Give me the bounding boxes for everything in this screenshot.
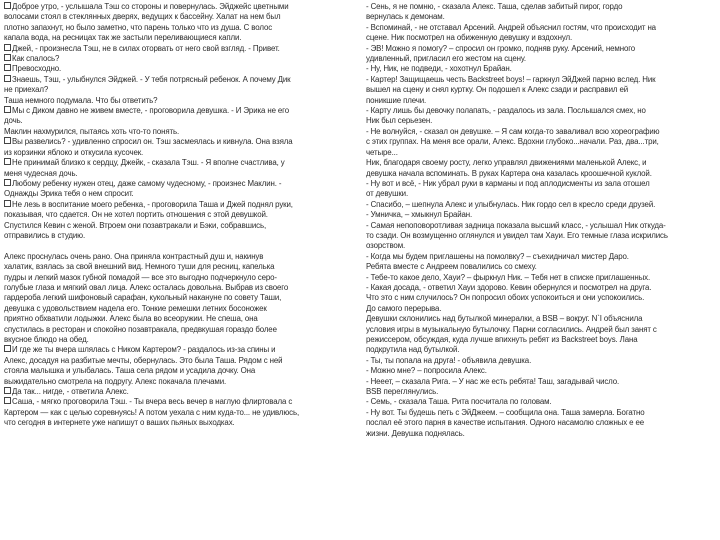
text-line-content: сцене. Ник посмотрел на обиженную девушку и вздохнул. bbox=[366, 33, 573, 43]
text-line-content: Саша, - мягко проговорила Тэш. - Ты вчера весь вечер в наглую флиртовала с bbox=[12, 397, 293, 407]
text-line bbox=[4, 283, 356, 293]
text-line-content: - Картер! Защищаешь честь Backstreet boys! – гаркнул ЭйДжей парню вслед. Ник bbox=[366, 74, 656, 84]
missing-glyph-box-icon bbox=[4, 75, 11, 82]
text-line bbox=[4, 179, 356, 189]
text-line-content: Джей, - произнесла Тэш, не в силах оторвать от него свой взгляд. - Привет. bbox=[12, 43, 280, 53]
text-line-content: - Тебе-то какое дело, Хауи? – фыркнул Ник. – Тебя нет в списке приглашенных. bbox=[366, 272, 651, 282]
text-line bbox=[366, 210, 718, 220]
text-line bbox=[366, 273, 718, 283]
text-line bbox=[4, 325, 356, 335]
text-line-content: Как спалось? bbox=[12, 54, 60, 64]
text-line bbox=[366, 366, 718, 376]
text-line-content: плотно запахнут, но было заметно, что парень только что из душа. С волос bbox=[4, 22, 273, 32]
text-line-content: поникшие плечи. bbox=[366, 95, 427, 105]
text-line bbox=[4, 377, 356, 387]
text-line bbox=[4, 158, 356, 168]
text-line bbox=[366, 96, 718, 106]
text-line bbox=[4, 75, 356, 85]
text-line-content: отправились в студию. bbox=[4, 230, 86, 240]
text-line-content: Таша немного подумала. Что бы ответить? bbox=[4, 95, 158, 105]
text-line bbox=[366, 44, 718, 54]
text-line bbox=[366, 304, 718, 314]
text-line-content: Превосходно. bbox=[12, 64, 62, 74]
text-line-content: условия игры в музыкальную бутылочку. Парни согласились. Андрей был занят с bbox=[366, 324, 657, 334]
text-line bbox=[366, 377, 718, 387]
text-line bbox=[366, 106, 718, 116]
left-text-column bbox=[4, 2, 356, 429]
text-line-content: показывая, что сдается. Он не хотел портить отношения с этой девушкой. bbox=[4, 210, 268, 220]
text-line bbox=[4, 148, 356, 158]
text-line bbox=[366, 408, 718, 418]
text-line bbox=[366, 200, 718, 210]
text-line bbox=[4, 418, 356, 428]
text-line-content: - Не волнуйся, - сказал он девушке. – Я сам когда-то заваливал всю хореографию bbox=[366, 126, 660, 136]
text-line-content: режиссером, обсуждая, куда лучше впихнуть ребят из Backstreet boys. Лана bbox=[366, 335, 638, 344]
missing-glyph-box-icon bbox=[4, 106, 11, 113]
text-line-content: стояла малышка и улыбалась. Таша села рядом и усадила дочку. Она bbox=[4, 366, 256, 376]
text-line bbox=[4, 335, 356, 345]
text-line-content: Да так... нигде, - ответила Алекс. bbox=[12, 387, 129, 397]
text-line-content: Спустился Кевин с женой. Втроем они позавтракали и Бэки, собравшись, bbox=[4, 220, 267, 230]
text-line bbox=[366, 169, 718, 179]
text-line-content: послал её этого парня в качестве испытания. Одного насамолю сложных е ее bbox=[366, 418, 645, 428]
text-line bbox=[366, 179, 718, 189]
text-line bbox=[4, 85, 356, 95]
text-line-content: меня чудесная дочь. bbox=[4, 168, 78, 178]
text-line bbox=[4, 2, 356, 12]
text-line bbox=[4, 273, 356, 283]
text-line-content: - Вспоминай, - не отставал Арсений. Андрей объяснил гостям, что происходит на bbox=[366, 22, 656, 32]
text-line bbox=[4, 345, 356, 355]
text-line-content: волосами стоял в стеклянных дверях, ведущих к бассейну. Халат на нем был bbox=[4, 12, 281, 22]
text-line-content: вышел на сцену и снял куртку. Он подошел к Алекс сзади и расправил ей bbox=[366, 85, 629, 95]
text-line-content: капала вода, на ресницах так же застыли переливающиеся капли. bbox=[4, 33, 242, 43]
text-line-content: от девушки. bbox=[366, 189, 409, 199]
text-line-content: голубые глаза и мягкий овал лица. Алекс осталась довольна. Выбрав из своего bbox=[4, 282, 289, 292]
text-line bbox=[366, 221, 718, 231]
text-line-content: - Нееет, – сказала Рига. – У нас же есть ребята! Таш, загадывай число. bbox=[366, 376, 620, 386]
text-line bbox=[4, 252, 356, 262]
text-line bbox=[366, 418, 718, 428]
text-line bbox=[366, 283, 718, 293]
text-line-content: Доброе утро, - услышала Тэш со стороны и повернулась. Эйджейс цветными bbox=[12, 2, 289, 11]
text-line bbox=[366, 137, 718, 147]
text-line-content: жизни. Девушка поднялась. bbox=[366, 428, 465, 438]
text-line-content: - Ты, ты попала на друга! - объявила девушка. bbox=[366, 355, 532, 365]
missing-glyph-box-icon bbox=[4, 2, 11, 9]
text-line bbox=[4, 12, 356, 22]
text-line bbox=[366, 345, 718, 355]
text-line-content: Что это с ним случилось? Он попросил обоих успокоиться и они успокоились. bbox=[366, 293, 645, 303]
text-line bbox=[366, 293, 718, 303]
missing-glyph-box-icon bbox=[4, 345, 11, 352]
text-line-content: Вы развелись? - удивленно спросил он. Тэш засмеялась и кивнула. Она взяла bbox=[12, 137, 293, 147]
text-line bbox=[4, 221, 356, 231]
text-line bbox=[366, 116, 718, 126]
text-line-content: вернулась к демонам. bbox=[366, 12, 445, 22]
paragraph-gap bbox=[4, 241, 356, 251]
text-line bbox=[366, 85, 718, 95]
text-line-content: - Самая непоповоротливая задница показала высший класс, - услышал Ник откуда- bbox=[366, 220, 666, 230]
text-line bbox=[366, 189, 718, 199]
text-line-content: выжидательно смотрела на подругу. Алекс покачала плечами. bbox=[4, 376, 227, 386]
text-line bbox=[4, 54, 356, 64]
text-line-content: то сзади. Он возмущенно оглянулся и увидел там Хауи. Его темные глаза искрились bbox=[366, 230, 668, 240]
text-line-content: - Ну вот и всё, - Ник убрал руки в карманы и под аплодисменты из зала отошел bbox=[366, 178, 650, 188]
missing-glyph-box-icon bbox=[4, 64, 11, 71]
text-line bbox=[366, 2, 718, 12]
text-line-content: озорством. bbox=[366, 241, 406, 251]
text-line-content: - Когда мы будем приглашены на помолвку? – съехидничал мистер Даро. bbox=[366, 251, 629, 261]
text-line bbox=[4, 356, 356, 366]
text-line-content: И где же ты вчера шлялась с Ником Картером? - раздалось из-за спины и bbox=[12, 345, 276, 355]
text-line-content: Не принимай близко к сердцу, Джейк, - сказала Тэш. - Я вполне счастлива, у bbox=[12, 158, 285, 168]
text-line-content: приятно обхватили лодыжки. Алекс была во всеоружии. Не спеша, она bbox=[4, 314, 258, 324]
text-line bbox=[4, 397, 356, 407]
text-line-content: спустилась в ресторан и спокойно позавтракала, предвкушая гораздо более bbox=[4, 324, 277, 334]
text-line bbox=[4, 189, 356, 199]
text-line bbox=[4, 210, 356, 220]
text-line bbox=[366, 75, 718, 85]
text-line bbox=[4, 293, 356, 303]
text-line bbox=[366, 397, 718, 407]
text-line bbox=[366, 23, 718, 33]
text-line-content: - Сень, я не помню, - сказала Алекс. Таша, сделав забитый пирог, гордо bbox=[366, 2, 623, 11]
missing-glyph-box-icon bbox=[4, 200, 11, 207]
text-line-content: халатик, взялась за свой внешний вид. Немного туши для ресниц, капелька bbox=[4, 262, 275, 272]
text-line bbox=[366, 241, 718, 251]
text-line bbox=[366, 429, 718, 439]
text-line bbox=[366, 12, 718, 22]
text-line bbox=[366, 127, 718, 137]
text-line-content: - Умничка, – хмыкнул Брайан. bbox=[366, 210, 473, 220]
text-line bbox=[366, 356, 718, 366]
text-line bbox=[366, 231, 718, 241]
text-line bbox=[4, 116, 356, 126]
text-line-content: Ребята вместе с Андреем повалились со смеху. bbox=[366, 262, 537, 272]
text-line bbox=[4, 23, 356, 33]
text-line-content: Знаешь, Тэш, - улыбнулся Эйджей. - У тебя потрясный ребенок. А почему Дик bbox=[12, 74, 291, 84]
text-line bbox=[4, 106, 356, 116]
text-line bbox=[4, 137, 356, 147]
text-line-content: - ЭВ! Можно я помогу? – спросил он громко, подняв руку. Арсений, немного bbox=[366, 43, 636, 53]
text-line-content: - Спасибо, – шепнула Алекс и улыбнулась. Ник гордо сел в кресло среди друзей. bbox=[366, 199, 656, 209]
text-line bbox=[4, 96, 356, 106]
text-line-content: Не лезь в воспитание моего ребенка, - проговорила Таша и Джей поднял руки, bbox=[12, 199, 293, 209]
missing-glyph-box-icon bbox=[4, 158, 11, 165]
text-line bbox=[366, 252, 718, 262]
text-line bbox=[4, 314, 356, 324]
text-line bbox=[366, 64, 718, 74]
text-line-content: - Семь, - сказала Таша. Рита посчитала по головам. bbox=[366, 397, 552, 407]
text-line bbox=[366, 314, 718, 324]
text-line-content: Однажды Эрика тебя о нем спросит. bbox=[4, 189, 134, 199]
missing-glyph-box-icon bbox=[4, 387, 11, 394]
text-line bbox=[4, 262, 356, 272]
text-line-content: Любому ребенку нужен отец, даже самому чудесному, - произнес Маклин. - bbox=[12, 178, 282, 188]
text-line-content: девушка с удовольствием надела его. Тонкие ремешки летних босоножек bbox=[4, 303, 267, 313]
text-line-content: что сегодня в интернете уже напишут о ваших пьяных выходках. bbox=[4, 418, 235, 428]
text-line-content: Девушки склонились над бутылкой минералки, а BSB – вокруг. N`I объяснила bbox=[366, 314, 643, 324]
text-line bbox=[4, 169, 356, 179]
text-line-content: удивленный, пригласил его жестом на сцену. bbox=[366, 54, 526, 64]
missing-glyph-box-icon bbox=[4, 44, 11, 51]
missing-glyph-box-icon bbox=[4, 54, 11, 61]
text-line bbox=[366, 325, 718, 335]
text-line bbox=[4, 366, 356, 376]
right-text-column bbox=[366, 2, 718, 439]
text-line-content: BSB переглянулись. bbox=[366, 387, 439, 397]
text-line bbox=[4, 127, 356, 137]
text-line bbox=[366, 158, 718, 168]
text-line-content: - Карту лишь бы девочку полапать, - раздалось из зала. Послышался смех, но bbox=[366, 106, 646, 116]
text-line bbox=[4, 64, 356, 74]
text-line-content: - Ну вот. Ты будешь петь с ЭйДжеем. – сообщила она. Таша замерла. Богатно bbox=[366, 407, 645, 417]
text-line bbox=[366, 54, 718, 64]
text-line-content: Ник, благодаря своему росту, легко управлял движениями маленькой Алекс, и bbox=[366, 158, 647, 168]
text-line-content: пудры и легкий мазок губной помадой — все это выгодно подчеркнуло серо- bbox=[4, 272, 277, 282]
text-line-content: Ник был серьезен. bbox=[366, 116, 433, 126]
text-line-content: гардероба легкий шифоновый сарафан, кукольный наканунe по совету Таши, bbox=[4, 293, 282, 303]
missing-glyph-box-icon bbox=[4, 137, 11, 144]
text-line bbox=[4, 304, 356, 314]
text-line-content: с этих группах. На меня все орали, Алекс. Вдохни глубоко...начали. Раз, два...три, bbox=[366, 137, 659, 147]
text-line-content: До самого перерыва. bbox=[366, 303, 442, 313]
text-line-content: девушка начала вспоминать. В руках Картера она казалась кроошечной куклой. bbox=[366, 168, 652, 178]
text-line bbox=[4, 231, 356, 241]
text-line bbox=[4, 408, 356, 418]
text-line bbox=[366, 335, 718, 345]
text-line-content: - Какая досада, - ответил Хауи здорово. Кевин обернулся и посмотрел на друга. bbox=[366, 282, 652, 292]
text-line-content: не приехал? bbox=[4, 85, 49, 95]
text-line-content: Алекс, досадуя на разбитые мечты, обернулась. Это была Таша. Рядом с ней bbox=[4, 355, 283, 365]
text-line bbox=[4, 387, 356, 397]
text-line-content: - Ну, Ник, не подведи, - хохотнул Брайан. bbox=[366, 64, 512, 74]
text-line-content: четыре... bbox=[366, 147, 398, 157]
text-line bbox=[366, 262, 718, 272]
text-line-content: - Можно мне? – попросила Алекс. bbox=[366, 366, 487, 376]
text-line bbox=[4, 44, 356, 54]
text-line-content: Мы с Диком давно не живем вместе, - проговорила девушка. - И Эрика не его bbox=[12, 106, 290, 116]
text-line bbox=[4, 33, 356, 43]
text-line bbox=[366, 387, 718, 397]
text-line bbox=[366, 148, 718, 158]
missing-glyph-box-icon bbox=[4, 397, 11, 404]
text-line-content: Маклин нахмурился, пытаясь хоть что-то понять. bbox=[4, 126, 180, 136]
text-line-content: Алекс проснулась очень рано. Она приняла контрастный душ и, накинув bbox=[4, 251, 264, 261]
text-line-content: из корзинки яблоко и откусила кусочек. bbox=[4, 147, 144, 157]
text-line-content: дочь. bbox=[4, 116, 23, 126]
text-line-content: вкусное блюдо на обед. bbox=[4, 335, 89, 344]
missing-glyph-box-icon bbox=[4, 179, 11, 186]
text-line bbox=[4, 200, 356, 210]
text-line-content: подкрутила над бутылкой. bbox=[366, 345, 460, 355]
text-line-content: Картером — как с целью соревнуясь! А потом уехала с ним куда-то... не удивлюсь, bbox=[4, 407, 300, 417]
text-line bbox=[366, 33, 718, 43]
